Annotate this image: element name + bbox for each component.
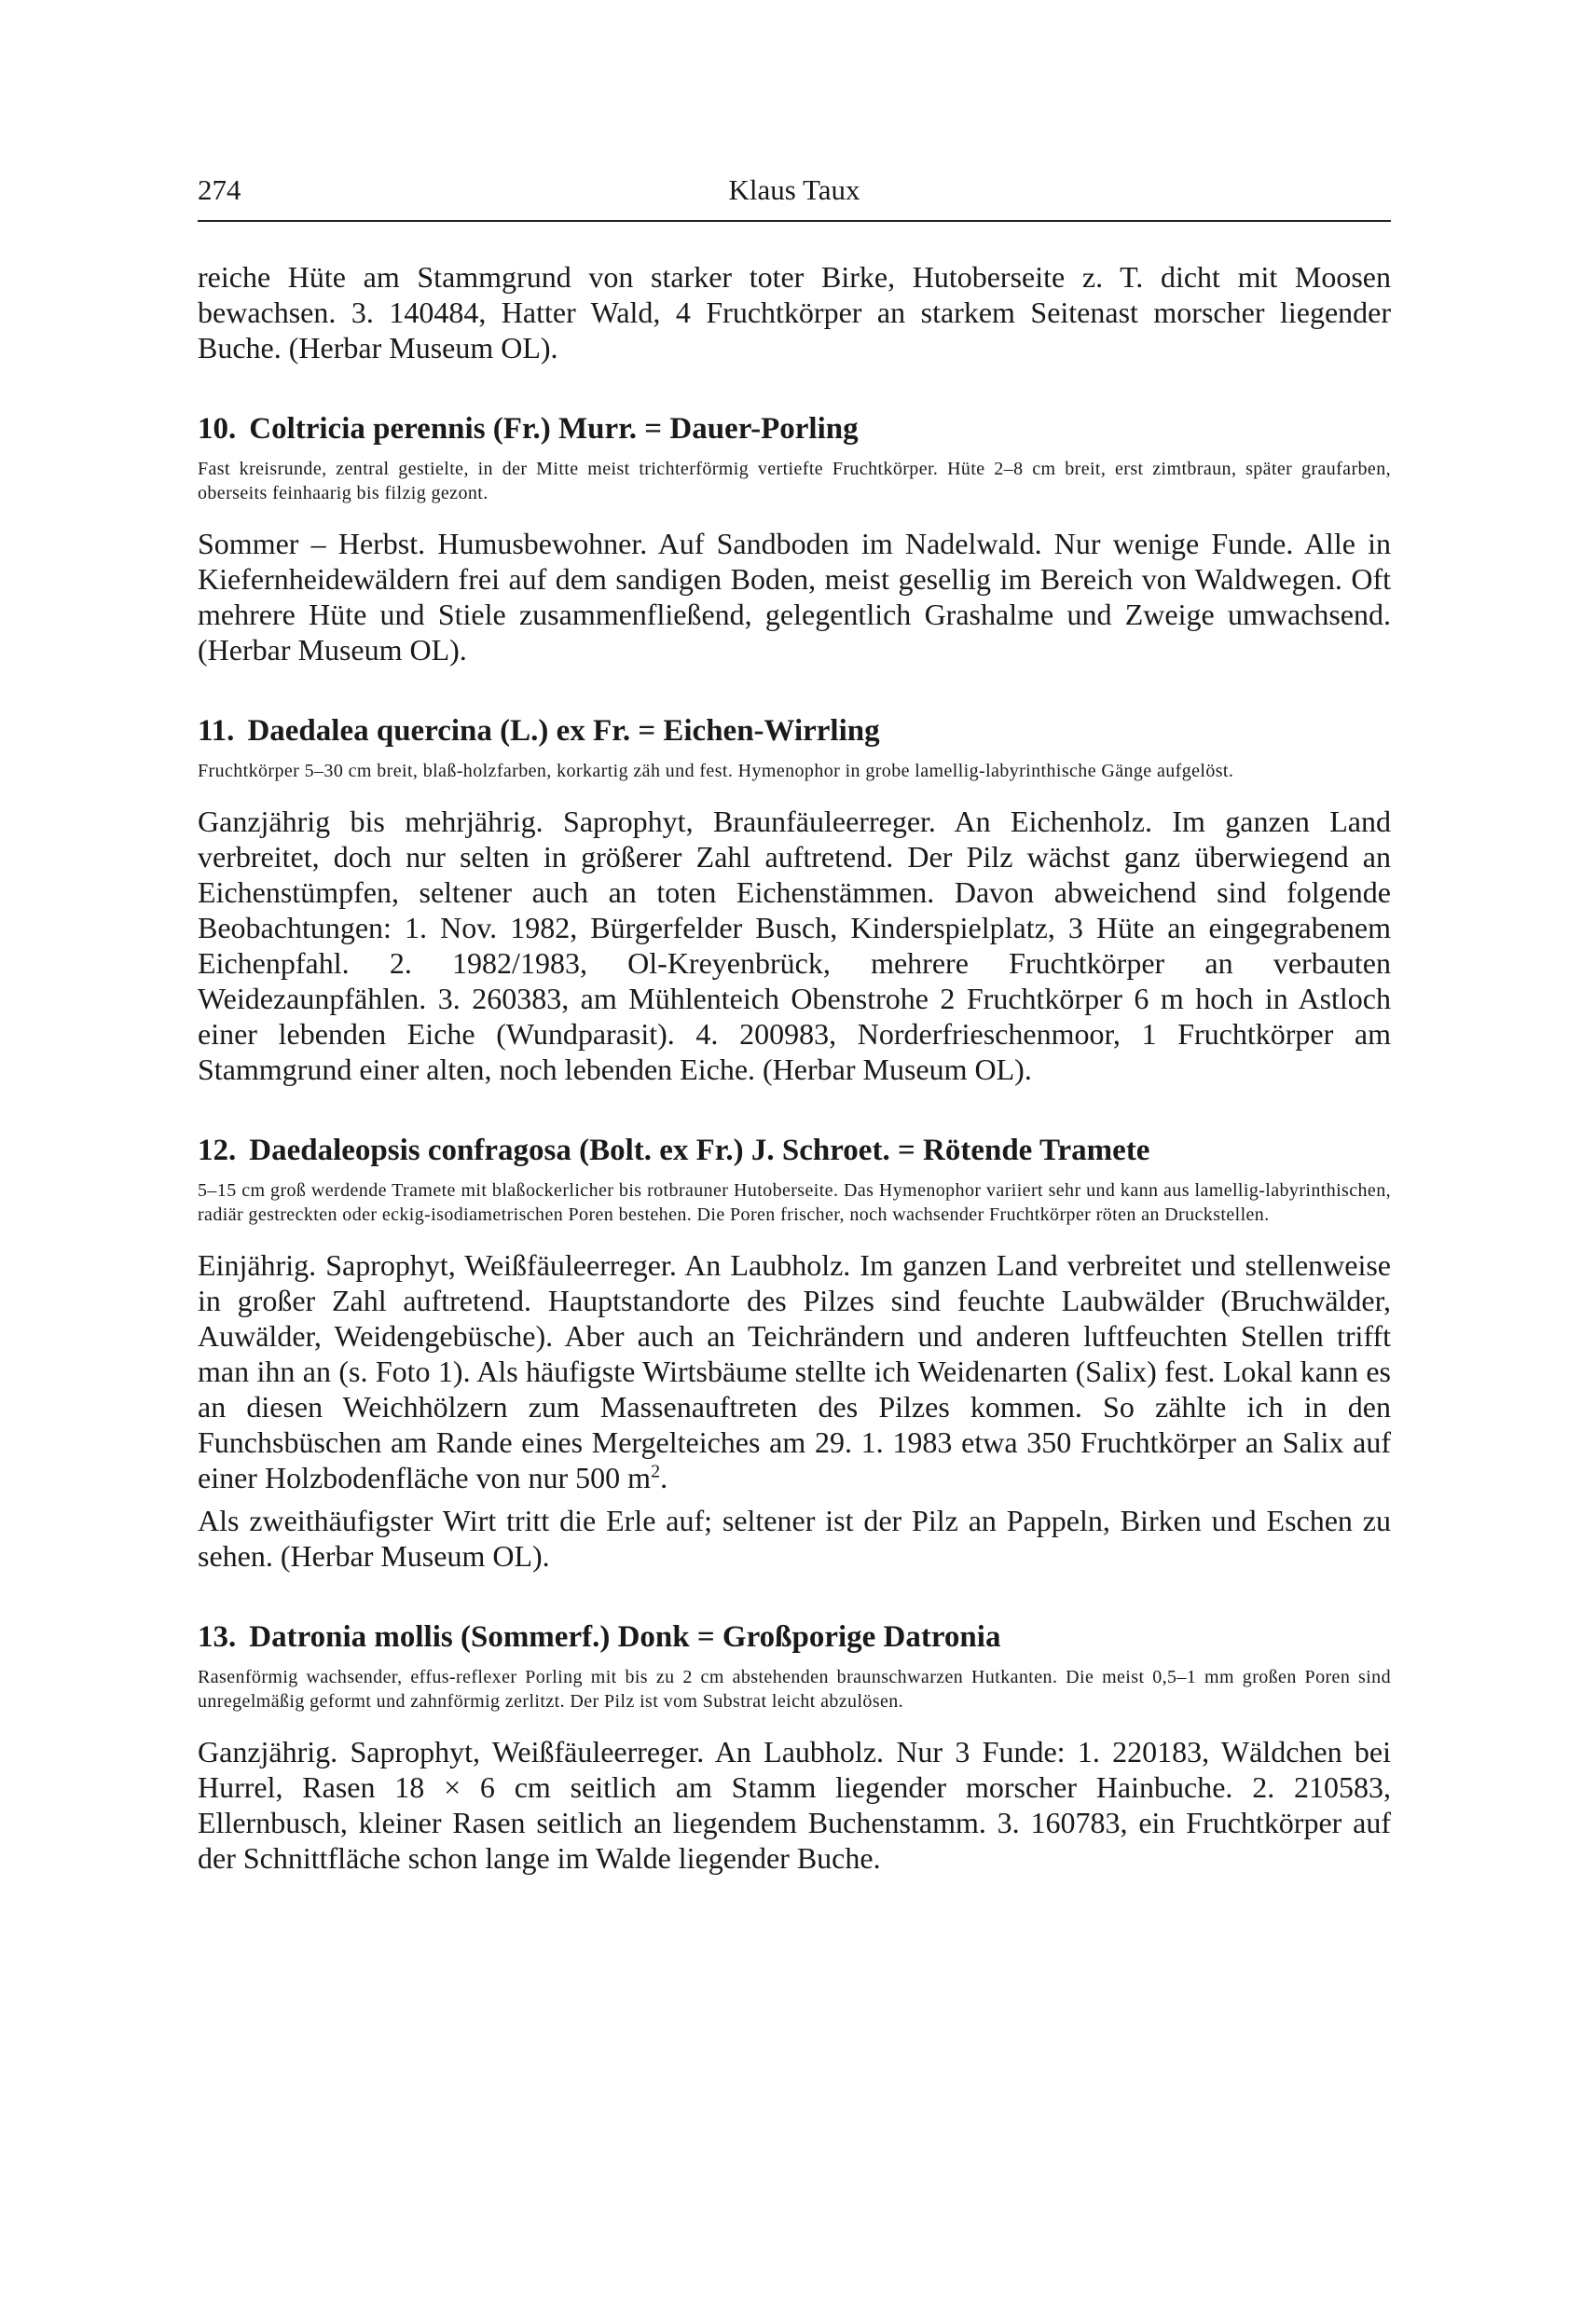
entry-paragraph: Ganzjährig. Saprophyt, Weißfäuleerreger. An Laubholz. Nur 3 Funde: 1. 220183, Wäldchen bei Hurrel, Rasen 18 × 6 cm seitlich am Stamm liegender morscher Hainbuche. 2. 210583, Ellernbusch, kleiner Rasen seitlich an liegendem Buchenstamm. 3. 160783, ein Fruchtkörper auf der Schnittfläche schon lange im Walde liegender Buche. (198, 1735, 1391, 1875)
entry-heading: Datronia mollis (Sommerf.) Donk = Großporige Datronia (249, 1620, 1001, 1654)
entry-number: 12. (198, 1134, 237, 1167)
entry-title (198, 410, 1391, 447)
entry-title (198, 712, 1391, 750)
header-rule (198, 220, 1391, 222)
entry-11 (198, 712, 1391, 1087)
entry-description: Fruchtkörper 5–30 cm breit, blaß-holzfarben, korkartig zäh und fest. Hymenophor in grobe lamellig-labyrinthische Gänge aufgelöst. (198, 761, 1234, 781)
entry-description: 5–15 cm groß werdende Tramete mit blaßockerlicher bis rotbrauner Hutoberseite. Das Hymenophor variiert sehr und kann aus lamellig-labyrinthischen, radiär gestreckten oder eckig-isodiametrischen Poren bestehen. Die Poren frischer, noch wachsender Fruchtkörper röten an Druckstellen. (198, 1180, 1391, 1225)
page (198, 168, 1391, 1883)
entry-heading: Daedalea quercina (L.) ex Fr. = Eichen-Wirrling (247, 714, 880, 748)
superscript-exponent: 2 (651, 1461, 661, 1482)
running-title-author: Klaus Taux (728, 173, 860, 206)
entry-title (198, 1132, 1391, 1169)
entry-paragraph: Ganzjährig bis mehrjährig. Saprophyt, Braunfäuleerreger. An Eichenholz. Im ganzen Land verbreitet, doch nur selten in größerer Zahl auftretend. Der Pilz wächst ganz überwiegend an Eichenstümpfen, seltener auch an toten Eichenstämmen. Davon abweichend sind folgende Beobachtungen: 1. Nov. 1982, Bürgerfelder Busch, Kinderspielplatz, 3 Hüte an eingegrabenem Eichenpfahl. 2. 1982/1983, Ol-Kreyenbrück, mehrere Fruchtkörper an verbauten Weidezaunpfählen. 3. 260383, am Mühlenteich Obenstrohe 2 Fruchtkörper 6 m hoch in Astloch einer lebenden Eiche (Wundparasit). 4. 200983, Norderfrieschenmoor, 1 Fruchtkörper am Stammgrund einer alten, noch lebenden Eiche. (Herbar Museum OL). (198, 805, 1391, 1086)
entry-heading: Coltricia perennis (Fr.) Murr. = Dauer-Porling (249, 412, 859, 446)
entry-12 (198, 1132, 1391, 1574)
paragraph-text: Einjährig. Saprophyt, Weißfäuleerreger. An Laubholz. Im ganzen Land verbreitet und stellenweise in großer Zahl auftretend. Hauptstandorte des Pilzes sind feuchte Laubwälder (Bruchwälder, Auwälder, Weidengebüsche). Aber auch an Teichrändern und anderen luftfeuchten Stellen trifft man ihn an (s. Foto 1). Als häufigste Wirtsbäume stellte ich Weidenarten (Salix) fest. Lokal kann es an diesen Weichhölzern zum Massenauftreten des Pilzes kommen. So zählte ich in den Funchsbüschen am Rande eines Mergelteiches am 29. 1. 1983 etwa 350 Fruchtkörper an Salix auf einer Holzbodenfläche von nur 500 m (198, 1248, 1391, 1494)
entry-paragraph: Als zweithäufigster Wirt tritt die Erle auf; seltener ist der Pilz an Pappeln, Birken und Eschen zu sehen. (Herbar Museum OL). (198, 1504, 1391, 1573)
entry-paragraph: Sommer – Herbst. Humusbewohner. Auf Sandboden im Nadelwald. Nur wenige Funde. Alle in Kiefernheidewäldern frei auf dem sandigen Boden, meist gesellig im Bereich von Waldwegen. Oft mehrere Hüte und Stiele zusammenfließend, gelegentlich Grashalme und Zweige umwachsend. (Herbar Museum OL). (198, 527, 1391, 667)
entry-10 (198, 410, 1391, 667)
entry-description: Rasenförmig wachsender, effus-reflexer Porling mit bis zu 2 cm abstehenden braunschwarzen Hutkanten. Die meist 0,5–1 mm großen Poren sind unregelmäßig geformt und zahnförmig zerlitzt. Der Pilz ist vom Substrat leicht abzulösen. (198, 1667, 1391, 1712)
intro-paragraph: reiche Hüte am Stammgrund von starker toter Birke, Hutoberseite z. T. dicht mit Moosen bewachsen. 3. 140484, Hatter Wald, 4 Fruchtkörper an starkem Seitenast morscher liegender Buche. (Herbar Museum OL). (198, 260, 1391, 365)
entry-paragraph (198, 1247, 1391, 1495)
paragraph-tail: . (660, 1461, 668, 1494)
running-header (198, 168, 1391, 220)
entry-heading: Daedaleopsis confragosa (Bolt. ex Fr.) J. Schroet. = Rötende Tramete (249, 1134, 1150, 1167)
entry-13 (198, 1618, 1391, 1876)
entry-number: 11. (198, 714, 235, 748)
page-number: 274 (198, 173, 241, 206)
entry-number: 13. (198, 1620, 237, 1654)
content (198, 220, 1391, 1876)
entry-number: 10. (198, 412, 237, 446)
entry-description: Fast kreisrunde, zentral gestielte, in der Mitte meist trichterförmig vertiefte Fruchtkörper. Hüte 2–8 cm breit, erst zimtbraun, später graufarben, oberseits feinhaarig bis filzig gezont. (198, 459, 1391, 503)
entry-title (198, 1618, 1391, 1656)
